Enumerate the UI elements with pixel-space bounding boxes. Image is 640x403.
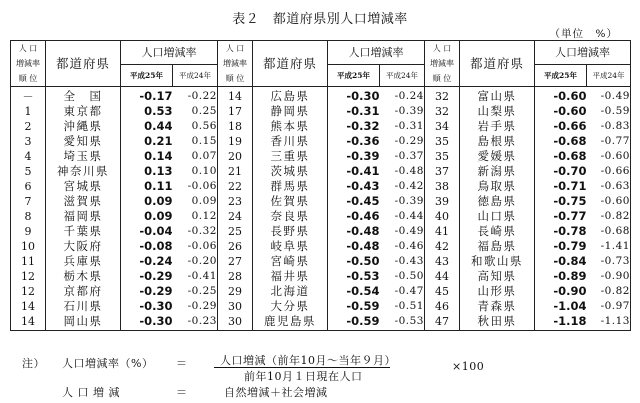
rank-cell: 30: [218, 314, 253, 331]
rate-previous-cell: -0.82: [587, 284, 631, 299]
prefecture-cell: 千葉県: [46, 224, 121, 239]
prefecture-cell: 青森県: [460, 299, 535, 314]
rate-current-cell: -0.30: [139, 299, 173, 313]
rank-cell: 14: [11, 314, 46, 331]
rate-previous-cell: -0.32: [173, 224, 218, 239]
rate-current-cell: -0.43: [346, 179, 380, 193]
rate-previous-cell: -0.77: [587, 134, 631, 149]
rank-cell: 21: [218, 164, 253, 179]
rank-cell: 32: [425, 104, 460, 119]
table-row: [11, 284, 631, 299]
rank-header: 人 口 増減率 順 位: [425, 41, 460, 87]
rank-cell: 44: [425, 269, 460, 284]
table-row: [11, 299, 631, 314]
table-row: [11, 164, 631, 179]
note-equals: ＝: [176, 386, 188, 399]
rate-current-cell: -0.48: [346, 224, 380, 238]
rate-previous-cell: -0.29: [380, 134, 425, 149]
year-previous-header: 平成24年: [587, 64, 631, 86]
rate-current-cell: 0.44: [144, 119, 173, 133]
rate-previous-cell: -0.31: [380, 119, 425, 134]
prefecture-header: 都道府県: [460, 41, 535, 87]
rank-cell: 8: [11, 209, 46, 224]
prefecture-cell: 高知県: [460, 269, 535, 284]
rate-previous-cell: -0.24: [380, 87, 425, 105]
rate-previous-cell: 0.07: [173, 149, 218, 164]
note-multiplier: ×100: [452, 360, 485, 373]
rate-previous-cell: -0.06: [173, 239, 218, 254]
rate-previous-cell: -1.13: [587, 314, 631, 331]
rate-current-cell: -0.39: [346, 149, 380, 163]
prefecture-cell: 長崎県: [460, 224, 535, 239]
year-current-header: 平成25年: [121, 64, 173, 86]
table-row: [11, 209, 631, 224]
rate-previous-cell: -0.41: [173, 269, 218, 284]
table-row: [11, 134, 631, 149]
rate-previous-cell: -0.63: [587, 179, 631, 194]
rate-previous-cell: -0.49: [380, 224, 425, 239]
rank-cell: 42: [425, 239, 460, 254]
rate-current-cell: 0.13: [144, 164, 173, 178]
rate-current-cell: -0.60: [553, 104, 587, 118]
rate-header: 人口増減率: [328, 41, 425, 65]
rate-previous-cell: 0.25: [173, 104, 218, 119]
table-row: [11, 179, 631, 194]
rate-current-cell: 0.09: [144, 194, 173, 208]
table-row: [11, 149, 631, 164]
rate-current-cell: -0.36: [346, 134, 380, 148]
rank-cell: 9: [11, 224, 46, 239]
prefecture-cell: 岐阜県: [253, 239, 328, 254]
note-change-term: 人 口 増 減: [62, 386, 120, 399]
prefecture-cell: 富山県: [460, 87, 535, 105]
rate-previous-cell: -0.06: [173, 179, 218, 194]
rank-cell: 30: [218, 299, 253, 314]
rate-previous-cell: -0.90: [587, 269, 631, 284]
rate-current-cell: -0.08: [139, 239, 173, 253]
prefecture-cell: 神奈川県: [46, 164, 121, 179]
rate-current-cell: -0.53: [346, 269, 380, 283]
rate-previous-cell: -0.97: [587, 299, 631, 314]
rank-cell: 12: [11, 284, 46, 299]
rank-cell: 35: [425, 134, 460, 149]
rate-previous-cell: 0.56: [173, 119, 218, 134]
rank-cell: 18: [218, 119, 253, 134]
rate-current-cell: -0.54: [346, 284, 380, 298]
prefecture-cell: 山梨県: [460, 104, 535, 119]
prefecture-cell: 埼玉県: [46, 149, 121, 164]
rate-current-cell: -0.71: [553, 179, 587, 193]
rate-current-cell: -0.70: [553, 164, 587, 178]
rate-current-cell: -0.90: [553, 284, 587, 298]
rate-previous-cell: -0.73: [587, 254, 631, 269]
rate-previous-cell: -0.23: [173, 314, 218, 331]
rate-previous-cell: -0.82: [587, 209, 631, 224]
year-previous-header: 平成24年: [380, 64, 425, 86]
rate-previous-cell: -0.42: [380, 179, 425, 194]
prefecture-cell: 大阪府: [46, 239, 121, 254]
note-label: 注）: [22, 357, 45, 370]
prefecture-cell: 秋田県: [460, 314, 535, 331]
rate-previous-cell: -0.51: [380, 299, 425, 314]
note-rate-term: 人口増減率（%）: [62, 357, 154, 370]
rate-previous-cell: -0.39: [380, 194, 425, 209]
rank-cell: 47: [425, 314, 460, 331]
prefecture-cell: 島根県: [460, 134, 535, 149]
prefecture-cell: 佐賀県: [253, 194, 328, 209]
rate-previous-cell: -0.49: [587, 87, 631, 105]
rate-previous-cell: -0.47: [380, 284, 425, 299]
rank-cell: 10: [11, 239, 46, 254]
rate-previous-cell: -0.37: [380, 149, 425, 164]
prefecture-cell: 滋賀県: [46, 194, 121, 209]
prefecture-cell: 熊本県: [253, 119, 328, 134]
rank-cell: 29: [218, 284, 253, 299]
prefecture-cell: 静岡県: [253, 104, 328, 119]
rank-cell: 25: [218, 224, 253, 239]
prefecture-cell: 宮崎県: [253, 254, 328, 269]
rate-current-cell: -0.68: [553, 134, 587, 148]
rate-previous-cell: -0.43: [380, 254, 425, 269]
unit-label: （単位 %）: [549, 28, 618, 40]
table-row: [11, 87, 631, 105]
rank-cell: 38: [425, 179, 460, 194]
rank-cell: 43: [425, 254, 460, 269]
rate-previous-cell: -0.68: [587, 224, 631, 239]
rate-current-cell: -0.60: [553, 89, 587, 103]
rank-cell: 1: [11, 104, 46, 119]
rank-cell: 19: [218, 134, 253, 149]
rate-previous-cell: -0.39: [380, 104, 425, 119]
rate-previous-cell: -0.60: [587, 149, 631, 164]
rate-previous-cell: -0.46: [380, 239, 425, 254]
rate-current-cell: 0.53: [144, 104, 173, 118]
rate-current-cell: -0.59: [346, 299, 380, 313]
rate-current-cell: -0.68: [553, 149, 587, 163]
prefecture-cell: 京都府: [46, 284, 121, 299]
prefecture-cell: 岡山県: [46, 314, 121, 331]
rate-current-cell: -0.78: [553, 224, 587, 238]
rank-cell: 26: [218, 239, 253, 254]
rate-current-cell: -0.77: [553, 209, 587, 223]
rate-previous-cell: 0.12: [173, 209, 218, 224]
rate-previous-cell: 0.09: [173, 194, 218, 209]
table-row: [11, 224, 631, 239]
rate-previous-cell: -0.60: [587, 194, 631, 209]
rate-previous-cell: -0.66: [587, 164, 631, 179]
prefecture-cell: 北海道: [253, 284, 328, 299]
rank-cell: 23: [218, 194, 253, 209]
rate-current-cell: 0.09: [144, 209, 173, 223]
year-previous-header: 平成24年: [173, 64, 218, 86]
year-current-header: 平成25年: [328, 64, 380, 86]
rank-header: 人 口 増減率 順 位: [11, 41, 46, 87]
prefecture-header: 都道府県: [253, 41, 328, 87]
rate-current-cell: -0.29: [139, 269, 173, 283]
prefecture-cell: 沖縄県: [46, 119, 121, 134]
rate-current-cell: 0.11: [144, 179, 173, 193]
note-denominator: 前年10月１日現在人口: [244, 370, 363, 383]
note-numerator: 人口増減（前年10月～当年９月）: [220, 354, 396, 367]
table-title: 表２ 都道府県別人口増減率: [232, 12, 408, 27]
year-current-header: 平成25年: [535, 64, 587, 86]
rank-cell: 11: [11, 254, 46, 269]
rate-previous-cell: -0.22: [173, 87, 218, 105]
prefecture-cell: 鹿児島県: [253, 314, 328, 331]
prefecture-cell: 長野県: [253, 224, 328, 239]
rank-cell: －: [11, 87, 46, 105]
rate-current-cell: -0.50: [346, 254, 380, 268]
rate-current-cell: -1.04: [553, 299, 587, 313]
rate-current-cell: -0.30: [121, 314, 173, 331]
rank-cell: 14: [11, 299, 46, 314]
prefecture-cell: 岩手県: [460, 119, 535, 134]
rank-cell: 45: [425, 284, 460, 299]
rate-current-cell: -0.41: [346, 164, 380, 178]
rate-previous-cell: -0.83: [587, 119, 631, 134]
rate-current-cell: -0.24: [139, 254, 173, 268]
rate-current-cell: -0.45: [346, 194, 380, 208]
rate-current-cell: -0.31: [346, 104, 380, 118]
table-row: [11, 119, 631, 134]
table-body: [11, 87, 631, 331]
prefecture-cell: 三重県: [253, 149, 328, 164]
rate-current-cell: -0.04: [139, 224, 173, 238]
rank-cell: 12: [11, 269, 46, 284]
rate-current-cell: -0.48: [346, 239, 380, 253]
prefecture-cell: 徳島県: [460, 194, 535, 209]
rate-previous-cell: -0.50: [380, 269, 425, 284]
rate-current-cell: -0.46: [346, 209, 380, 223]
rank-cell: 39: [425, 194, 460, 209]
rate-header: 人口増減率: [121, 41, 218, 65]
prefecture-cell: 栃木県: [46, 269, 121, 284]
rank-cell: 20: [218, 149, 253, 164]
rate-current-cell: -0.79: [553, 239, 587, 253]
rank-cell: 14: [218, 87, 253, 105]
rate-previous-cell: 0.10: [173, 164, 218, 179]
prefecture-cell: 福井県: [253, 269, 328, 284]
table-row: [11, 269, 631, 284]
rate-previous-cell: -0.20: [173, 254, 218, 269]
rate-current-cell: -0.17: [139, 89, 173, 103]
prefecture-cell: 宮城県: [46, 179, 121, 194]
rank-cell: 6: [11, 179, 46, 194]
rank-cell: 41: [425, 224, 460, 239]
rate-current-cell: -0.59: [328, 314, 380, 331]
prefecture-cell: 新潟県: [460, 164, 535, 179]
rank-cell: 32: [425, 87, 460, 105]
rate-current-cell: -0.66: [553, 119, 587, 133]
rate-current-cell: -0.75: [553, 194, 587, 208]
rate-previous-cell: -0.25: [173, 284, 218, 299]
prefecture-cell: 兵庫県: [46, 254, 121, 269]
table-row: [11, 314, 631, 331]
prefecture-cell: 愛媛県: [460, 149, 535, 164]
rate-current-cell: -1.18: [535, 314, 587, 331]
table-row: [11, 254, 631, 269]
rank-cell: 46: [425, 299, 460, 314]
rate-current-cell: 0.21: [144, 134, 173, 148]
table-row: [11, 194, 631, 209]
rank-cell: 34: [425, 119, 460, 134]
rank-cell: 5: [11, 164, 46, 179]
rank-cell: 17: [218, 104, 253, 119]
prefecture-cell: 広島県: [253, 87, 328, 105]
rank-cell: 37: [425, 164, 460, 179]
rate-previous-cell: -0.44: [380, 209, 425, 224]
rank-cell: 4: [11, 149, 46, 164]
prefecture-cell: 山形県: [460, 284, 535, 299]
rate-previous-cell: 0.15: [173, 134, 218, 149]
note-equals: ＝: [176, 357, 188, 370]
prefecture-cell: 大分県: [253, 299, 328, 314]
rate-current-cell: -0.89: [553, 269, 587, 283]
population-change-table: [10, 40, 631, 331]
rank-cell: 22: [218, 179, 253, 194]
rate-current-cell: -0.32: [346, 119, 380, 133]
table-row: [11, 239, 631, 254]
prefecture-cell: 全 国: [46, 87, 121, 105]
rank-cell: 35: [425, 149, 460, 164]
rate-previous-cell: -0.53: [380, 314, 425, 331]
prefecture-cell: 和歌山県: [460, 254, 535, 269]
rate-current-cell: 0.14: [144, 149, 173, 163]
rank-cell: 40: [425, 209, 460, 224]
prefecture-header: 都道府県: [46, 41, 121, 87]
prefecture-cell: 石川県: [46, 299, 121, 314]
prefecture-cell: 群馬県: [253, 179, 328, 194]
table-row: [11, 104, 631, 119]
prefecture-cell: 茨城県: [253, 164, 328, 179]
note-change-def: 自然増減＋社会増減: [224, 386, 328, 399]
rank-cell: 27: [218, 254, 253, 269]
rate-current-cell: -0.29: [139, 284, 173, 298]
rank-cell: 24: [218, 209, 253, 224]
rate-current-cell: -0.84: [553, 254, 587, 268]
rank-cell: 3: [11, 134, 46, 149]
rate-previous-cell: -0.59: [587, 104, 631, 119]
prefecture-cell: 福島県: [460, 239, 535, 254]
rank-cell: 2: [11, 119, 46, 134]
prefecture-cell: 香川県: [253, 134, 328, 149]
prefecture-cell: 愛知県: [46, 134, 121, 149]
rate-current-cell: -0.30: [346, 89, 380, 103]
rate-previous-cell: -1.41: [587, 239, 631, 254]
rate-previous-cell: -0.48: [380, 164, 425, 179]
rate-header: 人口増減率: [535, 41, 631, 65]
prefecture-cell: 鳥取県: [460, 179, 535, 194]
rank-header: 人 口 増減率 順 位: [218, 41, 253, 87]
rank-cell: 28: [218, 269, 253, 284]
prefecture-cell: 奈良県: [253, 209, 328, 224]
prefecture-cell: 山口県: [460, 209, 535, 224]
prefecture-cell: 東京都: [46, 104, 121, 119]
rank-cell: 7: [11, 194, 46, 209]
prefecture-cell: 福岡県: [46, 209, 121, 224]
rate-previous-cell: -0.29: [173, 299, 218, 314]
